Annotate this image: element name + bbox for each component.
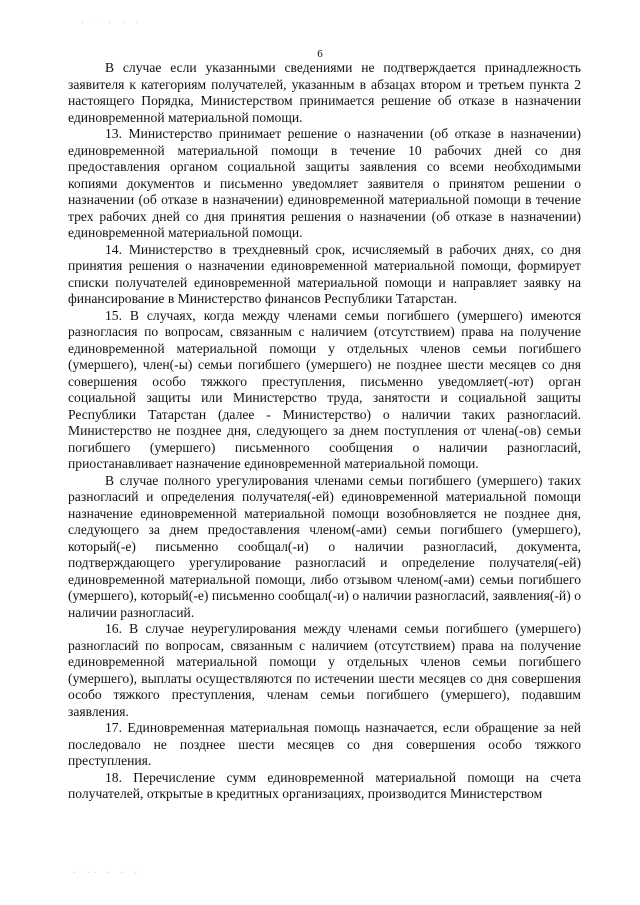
paragraph-14: 14. Министерство в трехдневный срок, исчисляемый в рабочих днях, со дня принятия решения о назначении единовременной материальной помощи, формирует списки получателей единовременной материальной помощи и направляет заявку на финансирование в Министерство финансов Республики Татарстан. xyxy=(68,241,581,306)
paragraph-15: 15. В случаях, когда между членами семьи погибшего (умершего) имеются разногласия по вопросам, связанным с наличием (отсутствием) права на получение единовременной материальной помощи у отдельных членов семьи погибшего (умершего), член(-ы) семьи погибшего (умершего) не позднее шести месяцев со дня совершения особо тяжкого преступления, письменно уведомляет(-ют) орган социальной защиты или Министерство труда, занятости и социальной защиты Республики Татарстан (далее - Министерство) о наличии таких разногласий. Министерство не позднее дня, следующего за днем поступления от члена(-ов) семьи погибшего (умершего) письменного сообщения о наличии разногласий, приостанавливает назначение единовременной материальной помощи. xyxy=(68,307,581,471)
scan-artifact: · ·· · · · xyxy=(72,868,141,877)
paragraph-13: 13. Министерство принимает решение о назначении (об отказе в назначении) единовременной материальной помощи в течение 10 рабочих дней со дня предоставления органом социальной защиты заявления со всеми необходимыми копиями документов и письменно уведомляет заявителя о принятом решении о назначении (об отказе в назначении) единовременной материальной помощи в течение трех рабочих дней со дня принятия решения о назначении (об отказе в назначении) единовременной материальной помощи. xyxy=(68,126,581,240)
scan-artifact: · · · · · xyxy=(80,18,142,27)
paragraph-refusal: В случае если указанными сведениями не подтверждается принадлежность заявителя к категориям получателей, указанным в абзацах втором и третьем пункта 2 настоящего Порядка, Министерством принимается решение об отказе в назначении единовременной материальной помощи. xyxy=(68,60,581,125)
page-number: 6 xyxy=(317,48,323,60)
paragraph-15-settlement: В случае полного урегулирования членами семьи погибшего (умершего) таких разногласий и определения получателя(-ей) единовременной материальной помощи назначение единовременной материальной помощи возобновляется не позднее дня, следующего за днем предоставления членом(-ами) семьи погибшего (умершего), который(-е) письменно сообщал(-и) о наличии разногласий, документа, подтверждающего урегулирование разногласий и определение получателя(-ей) единовременной материальной помощи, либо отзывом членом(-ами) семьи погибшего (умершего), который(-е) письменно сообщал(-и) о наличии разногласий, заявления(-й) о наличии разногласий. xyxy=(68,472,581,620)
paragraph-16: 16. В случае неурегулирования между членами семьи погибшего (умершего) разногласий по вопросам, связанным с наличием (отсутствием) права на получение единовременной материальной помощи у отдельных членов семьи погибшего (умершего), выплаты осуществляются по истечении шести месяцев со дня совершения особо тяжкого преступления, членам семьи погибшего (умершего), подавшим заявления. xyxy=(68,621,581,719)
document-body xyxy=(68,60,581,803)
paragraph-17: 17. Единовременная материальная помощь назначается, если обращение за ней последовало не позднее шести месяцев со дня совершения особо тяжкого преступления. xyxy=(68,720,581,768)
paragraph-18: 18. Перечисление сумм единовременной материальной помощи на счета получателей, открытые в кредитных организациях, производится Министерством xyxy=(68,769,581,801)
